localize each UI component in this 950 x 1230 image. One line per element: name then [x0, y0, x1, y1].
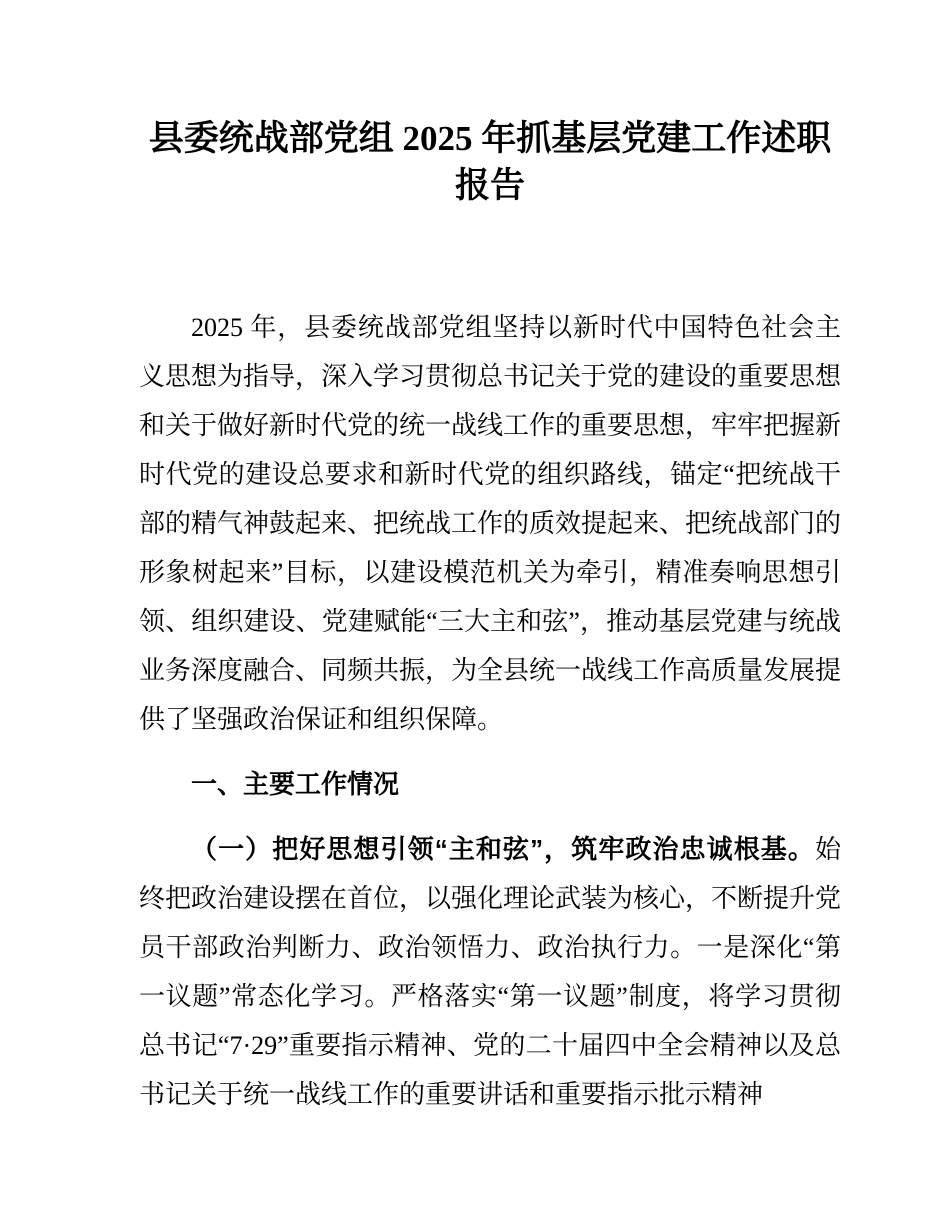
subsection-1-paragraph [139, 825, 841, 1119]
document-title: 县委统战部党组 2025 年抓基层党建工作述职报告 [148, 119, 832, 205]
intro-paragraph: 2025 年，县委统战部党组坚持以新时代中国特色社会主义思想为指导，深入学习贯彻总书记关于党的建设的重要思想和关于做好新时代党的统一战线工作的重要思想，牢牢把握新时代党的建设总要求和新时代党的组织路线，锚定“把统战干部的精气神鼓起来、把统战工作的质效提起来、把统战部门的形象树起来”目标，以建设模范机关为牵引，精准奏响思想引领、组织建设、党建赋能“三大主和弦”，推动基层党建与统战业务深度融合、同频共振，为全县统一战线工作高质量发展提供了坚强政治保证和组织保障。 [139, 313, 842, 734]
section-1-heading: 一、主要工作情况 [191, 769, 400, 799]
subsection-1-body: 始终把政治建设摆在首位，以强化理论武装为核心，不断提升党员干部政治判断力、政治领悟力、政治执行力。一是深化“第一议题”常态化学习。严格落实“第一议题”制度，将学习贯彻总书记“7·29”重要指示精神、党的二十届四中全会精神以及总书记关于统一战线工作的重要讲话和重要指示批示精神 [139, 835, 842, 1109]
subsection-1-lead: （一）把好思想引领“主和弦”，筑牢政治忠诚根基。 [191, 834, 815, 864]
document-content [139, 0, 841, 1119]
